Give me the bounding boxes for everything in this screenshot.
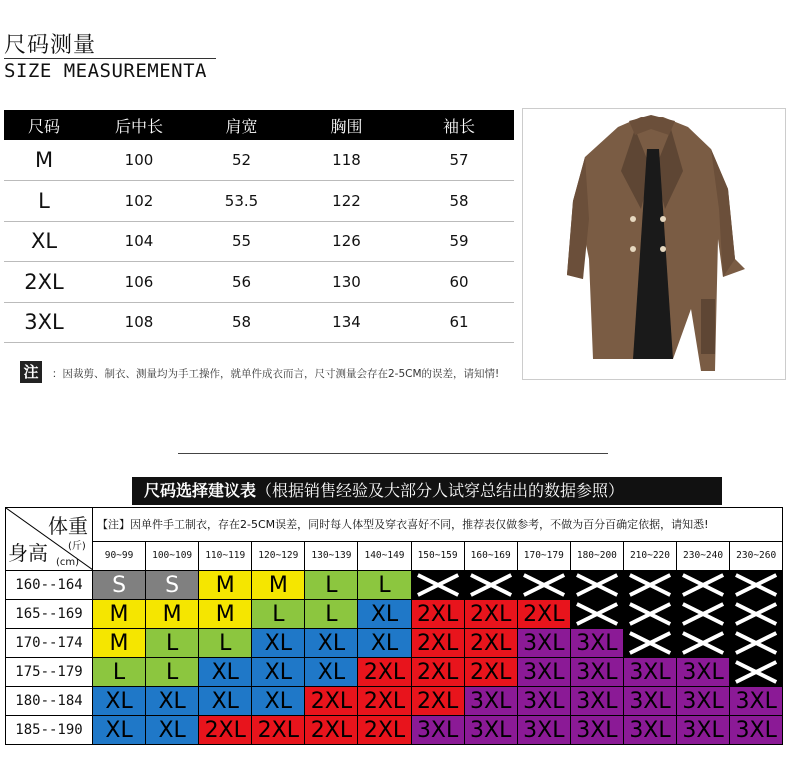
- size-cell: XL: [93, 716, 146, 745]
- height-row: [6, 687, 783, 716]
- size-cell: 2XL: [464, 629, 517, 658]
- unavailable-cell: [730, 600, 783, 629]
- cross-icon: [571, 600, 623, 628]
- section-divider: [178, 453, 608, 454]
- size-cell: 3XL: [623, 687, 676, 716]
- size-cell: 2XL: [517, 600, 570, 629]
- size-cell: XL: [252, 687, 305, 716]
- weight-header-cell: 150~159: [411, 541, 464, 570]
- unavailable-cell: [677, 629, 730, 658]
- size-cell: 2XL: [199, 716, 252, 745]
- unavailable-cell: [677, 600, 730, 629]
- size-cell: 2XL: [305, 687, 358, 716]
- recommend-note: 【注】因单件手工制衣，存在2-5CM误差，同时每人体型及穿衣喜好不同，推荐表仅做参考，不做为百分百确定依据，请知悉!: [93, 508, 783, 542]
- table-cell: 52: [194, 140, 289, 181]
- size-table-header: [4, 110, 514, 140]
- weight-header-cell: 230~240: [677, 541, 730, 570]
- size-cell: 3XL: [677, 716, 730, 745]
- height-row: [6, 600, 783, 629]
- col-header-chest: 胸围: [289, 110, 404, 140]
- size-cell: 3XL: [517, 687, 570, 716]
- size-cell: 2XL: [358, 658, 411, 687]
- unavailable-cell: [411, 571, 464, 600]
- size-cell: XL: [305, 629, 358, 658]
- table-row: [4, 181, 514, 222]
- corner-height-label: 身高: [8, 541, 48, 565]
- table-cell: 60: [404, 262, 514, 303]
- size-cell: 3XL: [730, 716, 783, 745]
- height-header-cell: 185--190: [6, 716, 93, 745]
- unavailable-cell: [464, 571, 517, 600]
- cross-icon: [677, 571, 729, 599]
- note-mark: 注: [20, 361, 42, 383]
- weight-header-cell: 160~169: [464, 541, 517, 570]
- size-cell: 2XL: [358, 687, 411, 716]
- table-row: [4, 302, 514, 343]
- cross-icon: [624, 629, 676, 657]
- title-divider: [4, 58, 216, 59]
- table-cell: 122: [289, 181, 404, 222]
- table-cell: 130: [289, 262, 404, 303]
- unavailable-cell: [623, 629, 676, 658]
- size-cell: 2XL: [411, 658, 464, 687]
- page-title-cn: 尺码测量: [4, 33, 97, 58]
- height-header-cell: 165--169: [6, 600, 93, 629]
- cross-icon: [465, 571, 517, 599]
- size-cell: M: [199, 600, 252, 629]
- size-cell: M: [93, 629, 146, 658]
- size-cell: 3XL: [623, 716, 676, 745]
- table-cell: 53.5: [194, 181, 289, 222]
- cross-icon: [730, 600, 782, 628]
- page-title-en: SIZE MEASUREMENTA: [4, 60, 207, 82]
- size-cell: 3XL: [570, 687, 623, 716]
- size-recommend-table: [5, 507, 783, 745]
- size-cell: 3XL: [517, 716, 570, 745]
- table-cell: L: [4, 181, 84, 222]
- size-cell: 2XL: [411, 629, 464, 658]
- height-header-cell: 160--164: [6, 571, 93, 600]
- corner-cell: [6, 508, 93, 571]
- size-cell: 2XL: [464, 658, 517, 687]
- size-cell: 2XL: [252, 716, 305, 745]
- table-cell: 100: [84, 140, 194, 181]
- col-header-back-length: 后中长: [84, 110, 194, 140]
- recommend-banner: [132, 477, 722, 505]
- weight-header-cell: 230~260: [730, 541, 783, 570]
- table-row: [4, 262, 514, 303]
- height-row: [6, 571, 783, 600]
- note-text: ：因裁剪、制衣、测量均为手工操作，就单件成衣而言，尺寸测量会存在2-5CM的误差，请知情!: [52, 368, 500, 380]
- table-cell: 102: [84, 181, 194, 222]
- size-cell: 3XL: [464, 687, 517, 716]
- table-cell: 59: [404, 221, 514, 262]
- size-cell: M: [199, 571, 252, 600]
- unavailable-cell: [623, 571, 676, 600]
- table-cell: 61: [404, 302, 514, 343]
- size-cell: XL: [146, 716, 199, 745]
- height-row: [6, 716, 783, 745]
- size-cell: 2XL: [464, 600, 517, 629]
- size-cell: 2XL: [358, 716, 411, 745]
- cross-icon: [730, 658, 782, 686]
- size-cell: 3XL: [677, 658, 730, 687]
- weight-header-cell: 140~149: [358, 541, 411, 570]
- weight-header-cell: 180~200: [570, 541, 623, 570]
- table-cell: 104: [84, 221, 194, 262]
- weight-header-cell: 170~179: [517, 541, 570, 570]
- table-cell: 118: [289, 140, 404, 181]
- table-row: [4, 221, 514, 262]
- table-cell: 2XL: [4, 262, 84, 303]
- size-cell: XL: [199, 687, 252, 716]
- size-cell: 3XL: [677, 687, 730, 716]
- weight-header-cell: 210~220: [623, 541, 676, 570]
- product-photo: [522, 108, 786, 380]
- size-cell: XL: [252, 629, 305, 658]
- weight-header-cell: 130~139: [305, 541, 358, 570]
- size-cell: L: [146, 629, 199, 658]
- weight-header-cell: 120~129: [252, 541, 305, 570]
- size-cell: M: [146, 600, 199, 629]
- table-cell: 3XL: [4, 302, 84, 343]
- weight-header-cell: 110~119: [199, 541, 252, 570]
- table-cell: 58: [194, 302, 289, 343]
- cross-icon: [412, 571, 464, 599]
- coat-illustration: [523, 109, 785, 379]
- table-cell: 58: [404, 181, 514, 222]
- size-cell: L: [199, 629, 252, 658]
- size-cell: S: [93, 571, 146, 600]
- corner-height-unit: (cm): [56, 557, 80, 568]
- size-cell: XL: [358, 629, 411, 658]
- weight-header-cell: 100~109: [146, 541, 199, 570]
- table-cell: M: [4, 140, 84, 181]
- size-cell: 3XL: [517, 629, 570, 658]
- size-cell: L: [146, 658, 199, 687]
- col-header-size: 尺码: [4, 110, 84, 140]
- table-cell: 55: [194, 221, 289, 262]
- size-cell: L: [305, 571, 358, 600]
- cross-icon: [571, 571, 623, 599]
- size-cell: 3XL: [730, 687, 783, 716]
- col-header-sleeve: 袖长: [404, 110, 514, 140]
- size-cell: M: [252, 571, 305, 600]
- size-cell: S: [146, 571, 199, 600]
- unavailable-cell: [730, 571, 783, 600]
- table-cell: 108: [84, 302, 194, 343]
- cross-icon: [730, 571, 782, 599]
- weight-header-row: [6, 541, 783, 570]
- size-cell: XL: [93, 687, 146, 716]
- height-row: [6, 629, 783, 658]
- recommend-title: 尺码选择建议表: [144, 481, 257, 500]
- size-cell: 2XL: [411, 687, 464, 716]
- height-header-cell: 175--179: [6, 658, 93, 687]
- height-header-cell: 170--174: [6, 629, 93, 658]
- table-row: [4, 140, 514, 181]
- size-cell: XL: [199, 658, 252, 687]
- unavailable-cell: [623, 600, 676, 629]
- unavailable-cell: [730, 658, 783, 687]
- size-cell: XL: [252, 658, 305, 687]
- size-cell: L: [305, 600, 358, 629]
- table-cell: 56: [194, 262, 289, 303]
- unavailable-cell: [570, 600, 623, 629]
- size-cell: 3XL: [464, 716, 517, 745]
- size-cell: XL: [305, 658, 358, 687]
- unavailable-cell: [517, 571, 570, 600]
- corner-weight-unit: (斤): [68, 541, 86, 552]
- size-cell: M: [93, 600, 146, 629]
- cross-icon: [730, 629, 782, 657]
- size-cell: 2XL: [411, 600, 464, 629]
- height-row: [6, 658, 783, 687]
- size-cell: L: [358, 571, 411, 600]
- corner-weight-label: 体重: [48, 514, 88, 538]
- size-cell: XL: [358, 600, 411, 629]
- size-cell: 3XL: [570, 629, 623, 658]
- size-cell: 3XL: [570, 716, 623, 745]
- size-cell: 3XL: [623, 658, 676, 687]
- size-cell: 3XL: [517, 658, 570, 687]
- cross-icon: [624, 571, 676, 599]
- recommend-subtitle: （根据销售经验及大部分人试穿总结出的数据参照）: [256, 481, 625, 500]
- table-cell: 106: [84, 262, 194, 303]
- table-cell: 126: [289, 221, 404, 262]
- col-header-shoulder: 肩宽: [194, 110, 289, 140]
- height-header-cell: 180--184: [6, 687, 93, 716]
- size-cell: 3XL: [570, 658, 623, 687]
- size-measurement-table: [4, 110, 514, 343]
- size-cell: L: [252, 600, 305, 629]
- table-cell: XL: [4, 221, 84, 262]
- unavailable-cell: [677, 571, 730, 600]
- size-cell: L: [93, 658, 146, 687]
- cross-icon: [677, 629, 729, 657]
- cross-icon: [677, 600, 729, 628]
- size-cell: XL: [146, 687, 199, 716]
- table-cell: 134: [289, 302, 404, 343]
- cross-icon: [518, 571, 570, 599]
- cross-icon: [624, 600, 676, 628]
- unavailable-cell: [570, 571, 623, 600]
- weight-header-cell: 90~99: [93, 541, 146, 570]
- size-cell: 3XL: [411, 716, 464, 745]
- size-cell: 2XL: [305, 716, 358, 745]
- unavailable-cell: [730, 629, 783, 658]
- table-cell: 57: [404, 140, 514, 181]
